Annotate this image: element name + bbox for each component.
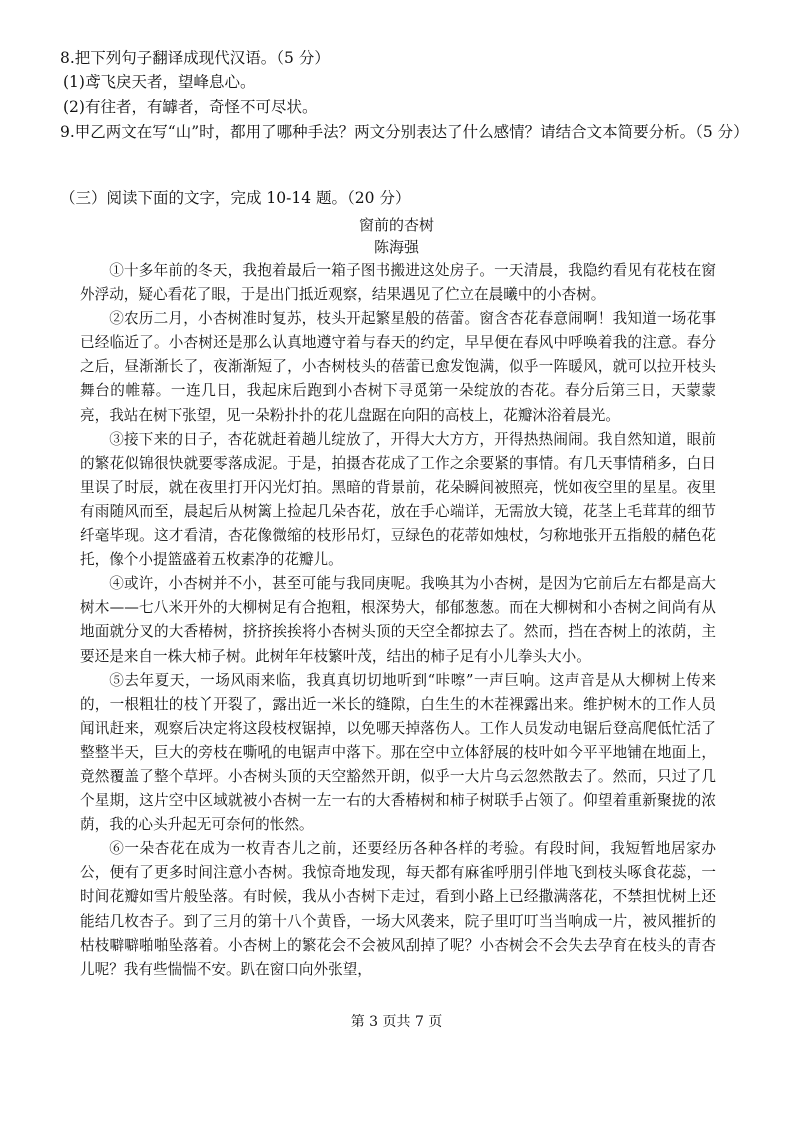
paragraph-2: ②农历二月，小杏树准时复苏，枝头开起繁星般的蓓蕾。窗含杏花春意闹啊！我知道一场花事已经临近了。小杏树还是那么认真地遵守着与春天的约定，早早便在春风中呼唤着我的注意。春分之后，昼渐渐长了，夜渐渐短了，小杏树枝头的蓓蕾已愈发饱满，似乎一阵暖风，就可以拉开枝头舞台的帷幕。一连几日，我起床后跑到小杏树下寻觅第一朵绽放的杏花。春分后第三日，天蒙蒙亮，我站在树下张望，见一朵粉扑扑的花儿盘踞在向阳的高枝上，花瓣沐浴着晨光。	[80, 310, 716, 424]
article-title: 窗前的杏树	[358, 216, 434, 234]
paragraph-5: ⑤去年夏天，一场风雨来临，我真真切切地听到“咔嚓”一声巨响。这声音是从大柳树上传来的，一根粗壮的枝丫开裂了，露出近一米长的缝隙，白生生的木茬裸露出来。维护树木的工作人员闻讯赶来，观察后决定将这段枝杈锯掉，以免哪天掉落伤人。工作人员发动电锯后登高爬低忙活了整整半天，巨大的旁枝在嘶吼的电锯声中落下。那在空中立体舒展的枝叶如今平平地铺在地面上，竟然覆盖了整个草坪。小杏树头顶的天空豁然开朗，似乎一大片乌云忽然散去了。然而，只过了几个星期，这片空中区域就被小杏树一左一右的大香椿树和柿子树联手占领了。仰望着重新聚拢的浓荫，我的心头升起无可奈何的怅然。	[80, 671, 716, 834]
question-9-stem: 9.甲乙两文在写“山”时，都用了哪种手法？两文分别表达了什么感情？请结合文本简要分析。（5 分）	[60, 123, 749, 141]
page-number: 第 3 页共 7 页	[350, 1014, 443, 1030]
paragraph-1: ①十多年前的冬天，我抱着最后一箱子图书搬进这处房子。一天清晨，我隐约看见有花枝在窗外浮动，疑心看花了眼，于是出门抵近观察，结果遇见了伫立在晨曦中的小杏树。	[80, 262, 716, 304]
article-author: 陈海强	[373, 238, 419, 256]
paragraph-3: ③接下来的日子，杏花就赶着趟儿绽放了，开得大大方方，开得热热闹闹。我自然知道，眼前的繁花似锦很快就要零落成泥。于是，拍摄杏花成了工作之余要紧的事情。有几天事情稍多，白日里误了时辰，就在夜里打开闪光灯拍。黑暗的背景前，花朵瞬间被照亮，恍如夜空里的星星。夜里有雨随风而至，晨起后从树篱上捡起几朵杏花，放在手心端详，无需放大镜，花茎上毛茸茸的细节纤毫毕现。这才看清，杏花像微缩的枝形吊灯，豆绿色的花蒂如烛杖，匀称地张开五指般的赭色花托，像个小提篮盛着五枚素净的花瓣儿。	[80, 430, 716, 569]
question-8-stem: 8.把下列句子翻译成现代汉语。（5 分）	[60, 49, 330, 67]
section-3-heading: （三）阅读下面的文字，完成 10-14 题。（20 分）	[60, 189, 411, 207]
question-8-item-1: (1)鸢飞戾天者，望峰息心。	[63, 73, 256, 91]
paragraph-4: ④或许，小杏树并不小，甚至可能与我同庚呢。我唤其为小杏树，是因为它前后左右都是高大树木——七八米开外的大柳树足有合抱粗，根深势大，郁郁葱葱。而在大柳树和小杏树之间尚有从地面就分叉的大香椿树，挤挤挨挨将小杏树头顶的天空全都掠去了。然而，挡在杏树上的浓荫，主要还是来自一株大柿子树。此树年年枝繁叶茂，结出的柿子足有小儿拳头大小。	[80, 575, 716, 665]
question-8-item-2: (2)有往者，有罅者，奇怪不可尽状。	[63, 98, 318, 116]
paragraph-6: ⑥一朵杏花在成为一枚青杏儿之前，还要经历各种各样的考验。有段时间，我短暂地居家办公，便有了更多时间注意小杏树。我惊奇地发现，每天都有麻雀呼朋引伴地飞到枝头啄食花蕊，一时间花瓣如雪片般坠落。有时候，我从小杏树下走过，看到小路上已经撒满落花，不禁担忧树上还能结几枚杏子。到了三月的第十八个黄昏，一场大风袭来，院子里叮叮当当响成一片，被风摧折的枯枝噼噼啪啪坠落着。小杏树上的繁花会不会被风刮掉了呢？小杏树会不会失去孕育在枝头的青杏儿呢？我有些惴惴不安。趴在窗口向外张望，	[80, 840, 716, 978]
article-body	[80, 259, 716, 982]
